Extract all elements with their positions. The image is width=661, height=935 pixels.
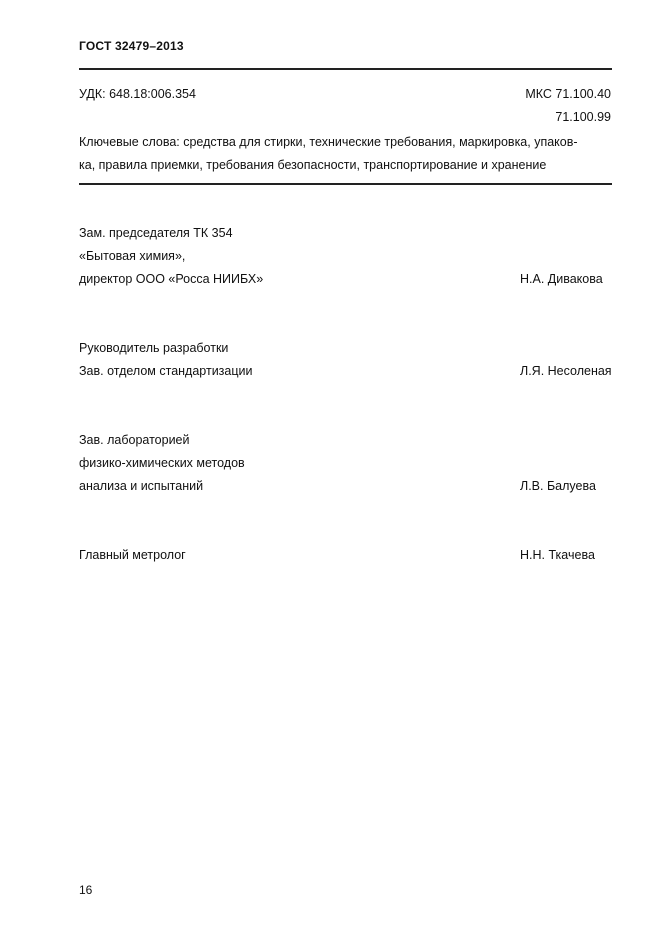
udk-code: УДК: 648.18:006.354 xyxy=(79,87,196,101)
top-divider xyxy=(79,68,612,70)
keywords-block xyxy=(79,131,619,177)
page-header-standard-code: ГОСТ 32479–2013 xyxy=(79,39,184,53)
bottom-divider xyxy=(79,183,612,185)
signatory-name: Л.В. Балуева xyxy=(520,479,596,493)
mks-code-2: 71.100.99 xyxy=(555,110,611,124)
signatory-title-line: анализа и испытаний xyxy=(79,479,204,493)
mks-code-1: МКС 71.100.40 xyxy=(525,87,611,101)
signatory-title-line: директор ООО «Росса НИИБХ» xyxy=(79,272,264,286)
keywords-line: Ключевые слова: средства для стирки, технические требования, маркировка, упаков- xyxy=(79,135,578,149)
signatory-name: Н.Н. Ткачева xyxy=(520,548,595,562)
signatory-title-line: «Бытовая химия», xyxy=(79,249,186,263)
signatory-title-line: физико-химических методов xyxy=(79,456,245,470)
signatory-title-line: Главный метролог xyxy=(79,548,186,562)
signatory-name: Л.Я. Несоленая xyxy=(520,364,612,378)
signatory-title-line: Зам. председателя ТК 354 xyxy=(79,226,233,240)
signatory-title-line: Зав. отделом стандартизации xyxy=(79,364,253,378)
signatory-name: Н.А. Дивакова xyxy=(520,272,603,286)
page-number: 16 xyxy=(79,883,93,897)
keywords-line: ка, правила приемки, требования безопасности, транспортирование и хранение xyxy=(79,158,547,172)
signatory-title-line: Зав. лабораторией xyxy=(79,433,190,447)
signatory-title-line: Руководитель разработки xyxy=(79,341,229,355)
